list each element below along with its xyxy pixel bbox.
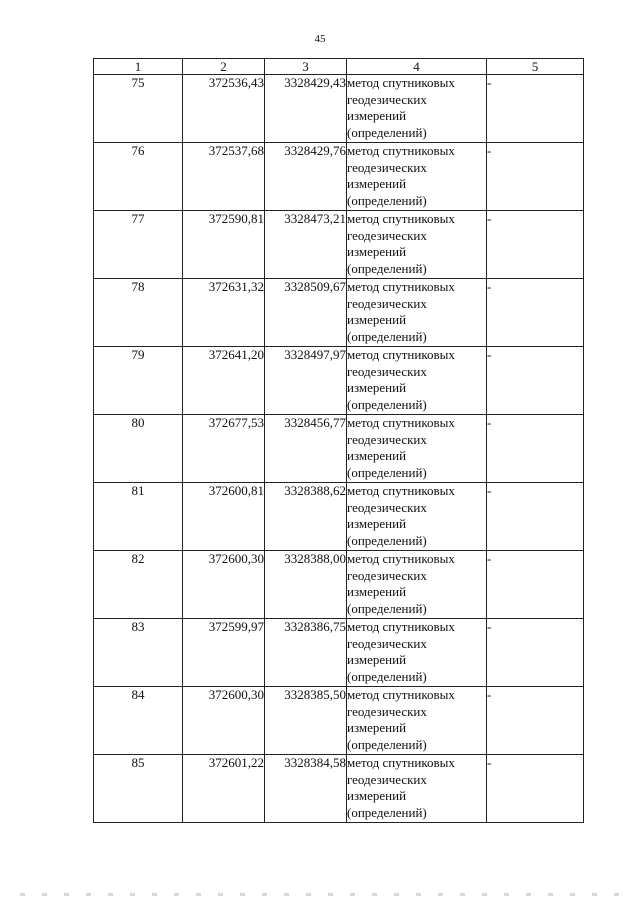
header-col-2: 2 (183, 59, 265, 75)
method-cell: метод спутниковых геодезических измерений (определений) (347, 687, 487, 755)
header-col-5: 5 (487, 59, 584, 75)
method-cell: метод спутниковых геодезических измерений (определений) (347, 347, 487, 415)
note-cell: - (487, 211, 584, 279)
note-cell: - (487, 75, 584, 143)
header-col-1: 1 (94, 59, 183, 75)
x-coordinate-cell: 372600,81 (183, 483, 265, 551)
note-cell: - (487, 551, 584, 619)
note-cell: - (487, 143, 584, 211)
method-cell: метод спутниковых геодезических измерений (определений) (347, 415, 487, 483)
header-row (94, 59, 584, 75)
header-col-4: 4 (347, 59, 487, 75)
table-row (94, 143, 584, 211)
x-coordinate-cell: 372641,20 (183, 347, 265, 415)
scan-artifact (20, 893, 620, 896)
point-number-cell: 82 (94, 551, 183, 619)
y-coordinate-cell: 3328429,43 (265, 75, 347, 143)
x-coordinate-cell: 372601,22 (183, 755, 265, 823)
y-coordinate-cell: 3328429,76 (265, 143, 347, 211)
method-cell: метод спутниковых геодезических измерений (определений) (347, 619, 487, 687)
table-row (94, 279, 584, 347)
method-cell: метод спутниковых геодезических измерений (определений) (347, 551, 487, 619)
table-row (94, 619, 584, 687)
table-row (94, 211, 584, 279)
y-coordinate-cell: 3328473,21 (265, 211, 347, 279)
table-body (94, 75, 584, 823)
method-cell: метод спутниковых геодезических измерений (определений) (347, 143, 487, 211)
x-coordinate-cell: 372590,81 (183, 211, 265, 279)
coordinates-table (93, 58, 584, 823)
x-coordinate-cell: 372677,53 (183, 415, 265, 483)
note-cell: - (487, 687, 584, 755)
y-coordinate-cell: 3328384,58 (265, 755, 347, 823)
note-cell: - (487, 279, 584, 347)
note-cell: - (487, 483, 584, 551)
y-coordinate-cell: 3328386,75 (265, 619, 347, 687)
note-cell: - (487, 619, 584, 687)
table-row (94, 755, 584, 823)
y-coordinate-cell: 3328456,77 (265, 415, 347, 483)
point-number-cell: 80 (94, 415, 183, 483)
x-coordinate-cell: 372536,43 (183, 75, 265, 143)
method-cell: метод спутниковых геодезических измерений (определений) (347, 75, 487, 143)
method-cell: метод спутниковых геодезических измерений (определений) (347, 279, 487, 347)
x-coordinate-cell: 372600,30 (183, 687, 265, 755)
point-number-cell: 84 (94, 687, 183, 755)
x-coordinate-cell: 372599,97 (183, 619, 265, 687)
point-number-cell: 79 (94, 347, 183, 415)
method-cell: метод спутниковых геодезических измерений (определений) (347, 483, 487, 551)
y-coordinate-cell: 3328388,62 (265, 483, 347, 551)
table-header (94, 59, 584, 75)
point-number-cell: 76 (94, 143, 183, 211)
y-coordinate-cell: 3328509,67 (265, 279, 347, 347)
table-row (94, 75, 584, 143)
y-coordinate-cell: 3328497,97 (265, 347, 347, 415)
x-coordinate-cell: 372537,68 (183, 143, 265, 211)
method-cell: метод спутниковых геодезических измерений (определений) (347, 211, 487, 279)
header-col-3: 3 (265, 59, 347, 75)
point-number-cell: 81 (94, 483, 183, 551)
point-number-cell: 78 (94, 279, 183, 347)
table-row (94, 687, 584, 755)
table-row (94, 483, 584, 551)
table-row (94, 551, 584, 619)
point-number-cell: 77 (94, 211, 183, 279)
note-cell: - (487, 347, 584, 415)
x-coordinate-cell: 372631,32 (183, 279, 265, 347)
point-number-cell: 75 (94, 75, 183, 143)
method-cell: метод спутниковых геодезических измерений (определений) (347, 755, 487, 823)
note-cell: - (487, 755, 584, 823)
point-number-cell: 85 (94, 755, 183, 823)
table-row (94, 347, 584, 415)
y-coordinate-cell: 3328385,50 (265, 687, 347, 755)
table-row (94, 415, 584, 483)
point-number-cell: 83 (94, 619, 183, 687)
y-coordinate-cell: 3328388,00 (265, 551, 347, 619)
note-cell: - (487, 415, 584, 483)
page-number: 45 (314, 33, 326, 45)
x-coordinate-cell: 372600,30 (183, 551, 265, 619)
